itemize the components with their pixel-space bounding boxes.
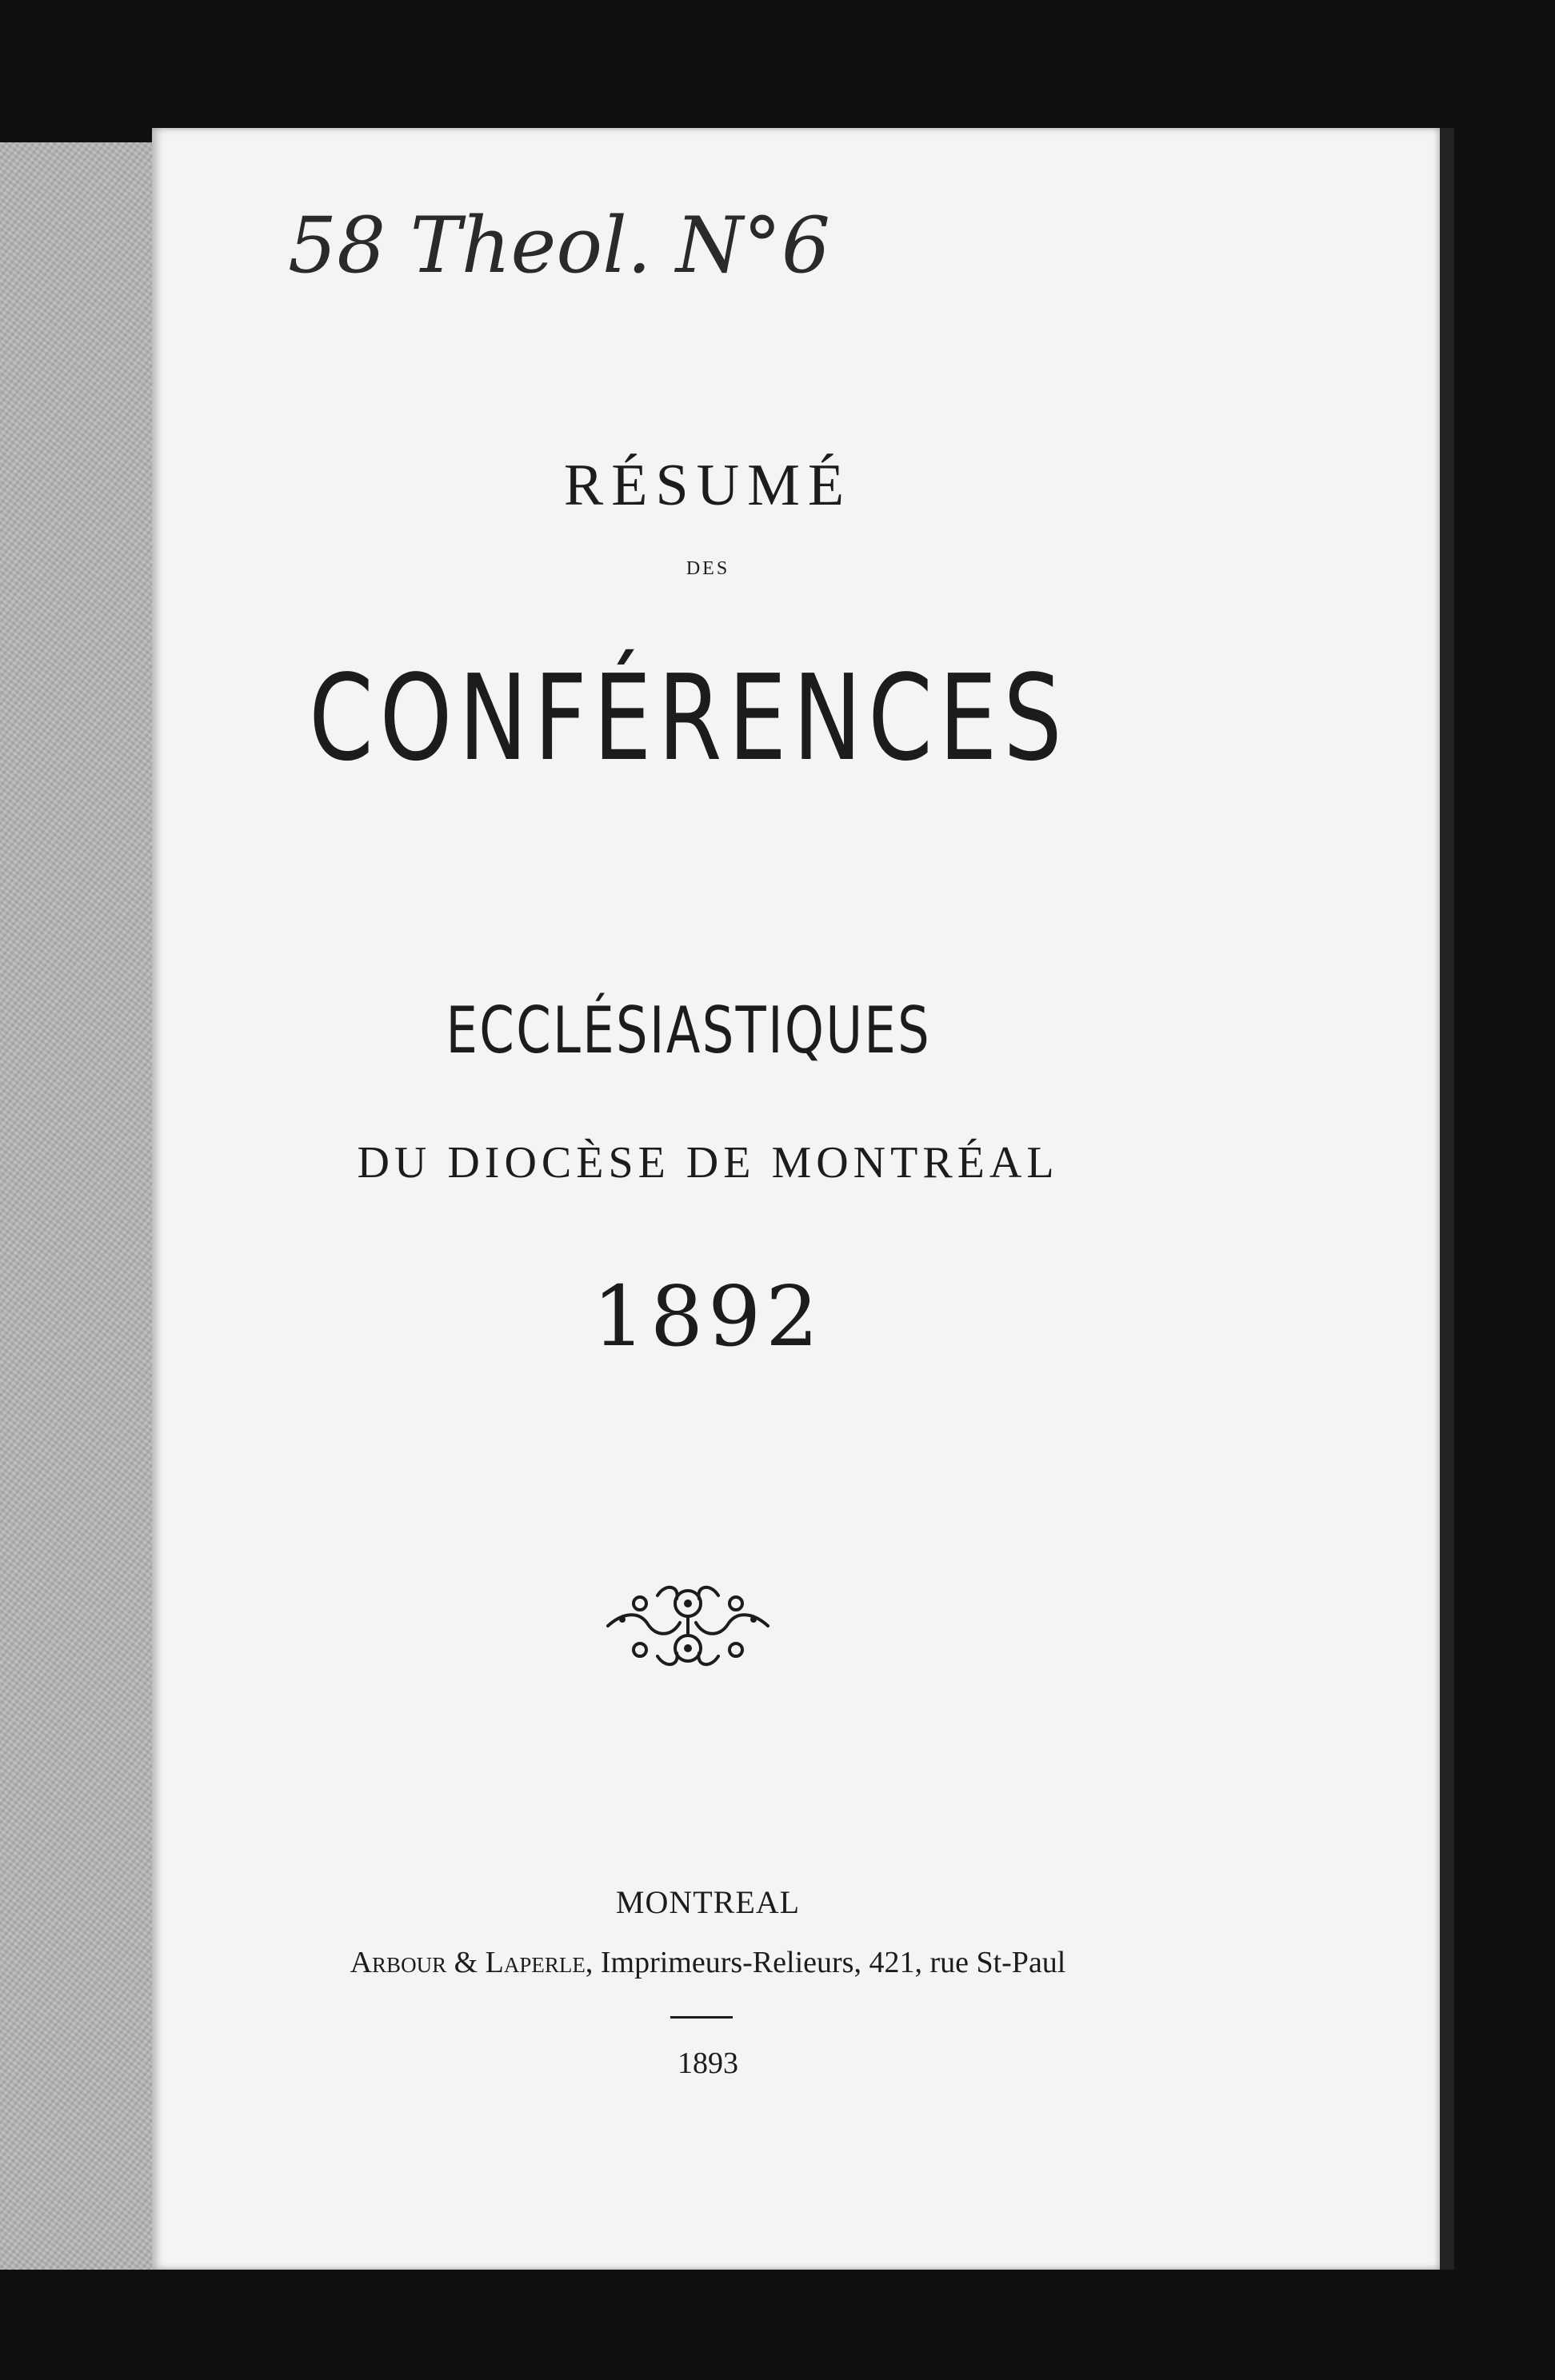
- imprint-printer-details: , Imprimeurs-Relieurs, 421, rue St-Paul: [585, 1946, 1066, 1979]
- imprint-year: 1893: [678, 2047, 738, 2080]
- title-ecclesiastiques: ECCLÉSIASTIQUES: [446, 993, 932, 1068]
- title-resume: RÉSUMÉ: [563, 453, 853, 518]
- handwritten-note-drawing: [280, 176, 1000, 312]
- page-edge-shadow: [1440, 128, 1454, 2270]
- title-conferences: CONFÉRENCES: [309, 649, 1069, 787]
- imprint-city: MONTREAL: [615, 1884, 801, 1920]
- floral-ornament-icon: [600, 1571, 776, 1675]
- title-page: [152, 128, 1440, 2270]
- handwritten-note-text: 58 Theol. N°6: [288, 201, 830, 290]
- title-diocese: DU DIOCÈSE DE MONTRÉAL: [357, 1138, 1059, 1188]
- handwritten-catalog-note: [280, 176, 1000, 312]
- imprint-printer-name: Arbour & Laperle: [350, 1946, 586, 1979]
- title-des: DES: [686, 558, 730, 579]
- imprint-divider: [670, 2016, 733, 2019]
- imprint-printer-line: [64, 1945, 1352, 1980]
- title-year: 1892: [592, 1268, 824, 1365]
